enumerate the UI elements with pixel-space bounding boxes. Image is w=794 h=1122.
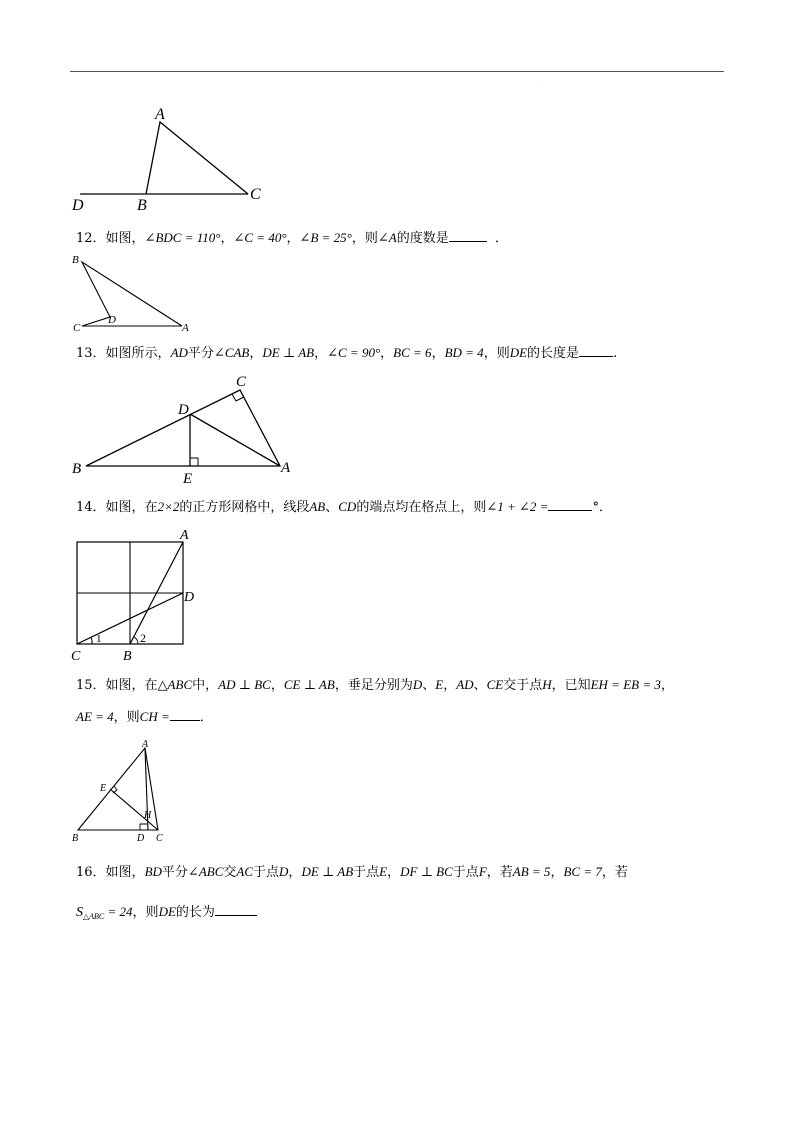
q16-math-2: ∠ABC — [187, 864, 224, 879]
q13-text-2: ，则 — [483, 346, 510, 361]
q16-math-5: DE ⊥ AB — [301, 864, 354, 879]
fig15-label-a: A — [142, 739, 149, 750]
fig13-label-c: C — [236, 374, 247, 390]
q16-math-3: AC — [236, 864, 254, 879]
q13-math-2: ∠CAB — [213, 345, 250, 360]
fig13-label-b: B — [72, 461, 82, 477]
q12-tail: ． — [495, 231, 509, 246]
q15-number: 15． — [76, 678, 106, 693]
fig11-label-a: A — [155, 106, 165, 123]
question-15 — [76, 676, 674, 695]
q14-tail: °． — [592, 500, 612, 515]
q12-text-3: 的度数是 — [396, 231, 449, 246]
q12-math-2: ∠C = 40° — [233, 230, 287, 245]
q16-math-10: BC = 7 — [563, 864, 602, 879]
q15-math-9: EH = EB = 3 — [590, 677, 661, 692]
q16-sep-1: ， — [288, 865, 302, 880]
q15-math-6: AD — [456, 677, 474, 692]
q12-prefix: 如图， — [105, 231, 145, 246]
q15-math-1: △ABC — [157, 677, 193, 692]
q15-math-4: D — [412, 677, 423, 692]
q12-answer-blank[interactable] — [449, 229, 487, 242]
fig15-label-c: C — [156, 833, 163, 844]
q16-prefix: 如图， — [105, 865, 145, 880]
fig13-label-d: D — [178, 402, 189, 418]
q15-math-7: CE — [486, 677, 504, 692]
q12-sep-1: ， — [220, 231, 234, 246]
q13-text-3: 的长度是 — [527, 346, 580, 361]
question-14 — [76, 498, 612, 517]
q16-line2-text-1: ，则 — [132, 905, 159, 920]
q12-math-1: ∠BDC = 110° — [144, 230, 221, 245]
q16-line2-math-2: = 24 — [104, 904, 133, 919]
q16-text-5: 于点 — [452, 865, 479, 880]
q16-math-6: E — [379, 864, 388, 879]
q14-prefix: 如图，在 — [105, 500, 158, 515]
q15-sep-1: ， — [270, 678, 284, 693]
fig15-label-h: H — [144, 810, 152, 821]
fig12-label-a: A — [182, 322, 189, 334]
q16-sep-2: ， — [387, 865, 401, 880]
q13-answer-blank[interactable] — [579, 344, 613, 357]
fig12-label-b: B — [72, 254, 79, 266]
fig15-label-e: E — [100, 783, 107, 794]
q16-line2-math-3: DE — [158, 904, 176, 919]
q15-text-6: 交于点 — [503, 678, 543, 693]
q16-sep-3: ， — [550, 865, 564, 880]
q13-sep-1: ， — [249, 346, 263, 361]
figure-q12 — [70, 252, 200, 332]
q15-line2-math-2: CH = — [139, 709, 170, 724]
fig11-label-c: C — [250, 186, 261, 203]
fig13-label-a: A — [281, 460, 291, 476]
q16-math-8: F — [478, 864, 487, 879]
q13-sep-3: ， — [380, 346, 394, 361]
q16-text-1: 平分 — [161, 865, 188, 880]
q13-number: 13． — [76, 346, 106, 361]
q15-text-5: 、 — [473, 678, 487, 693]
figure-q15 — [68, 738, 178, 848]
q15-text-4: ， — [443, 678, 457, 693]
q13-prefix: 如图所示， — [105, 346, 171, 361]
q16-line2-subscript: △ABC — [83, 912, 105, 921]
q16-text-2: 交 — [223, 865, 237, 880]
q13-math-6: BD = 4 — [444, 345, 484, 360]
q13-sep-4: ， — [431, 346, 445, 361]
q16-number: 16． — [76, 865, 106, 880]
q16-line2-text-2: 的长为 — [175, 905, 215, 920]
q13-tail: . — [613, 346, 618, 361]
q16-line2-math-s: S — [76, 905, 83, 920]
fig13-label-e: E — [183, 471, 193, 487]
q15-math-2: AD ⊥ BC — [218, 677, 271, 692]
q15-line2-text-1: ，则 — [113, 710, 140, 725]
q15-line2-math-1: AE = 4 — [76, 709, 114, 724]
fig14-label-d: D — [184, 590, 195, 605]
fig12-label-d: D — [108, 314, 116, 326]
q13-math-1: AD — [170, 345, 188, 360]
q16-text-7: ，若 — [601, 865, 628, 880]
q15-text-7: ，已知 — [551, 678, 591, 693]
question-15-line-2 — [76, 708, 213, 727]
q13-math-5: BC = 6 — [393, 345, 432, 360]
fig12-label-c: C — [73, 322, 81, 334]
fig14-label-a: A — [180, 528, 189, 543]
q14-text-3: 的端点均在格点上，则 — [356, 500, 487, 515]
q14-math-3: CD — [338, 499, 357, 514]
q14-math-2: AB — [309, 499, 326, 514]
q13-math-4: ∠C = 90° — [327, 345, 381, 360]
fig14-label-c: C — [71, 649, 81, 664]
q15-math-5: E — [435, 677, 444, 692]
scan-dot: · — [540, 84, 542, 91]
q16-text-4: 于点 — [353, 865, 380, 880]
fig14-angle-2: 2 — [140, 631, 146, 645]
fig15-label-b: B — [72, 833, 79, 844]
q14-math-1: 2×2 — [157, 499, 180, 514]
q12-text-2: ，则 — [351, 231, 378, 246]
q12-sep-2: ， — [286, 231, 300, 246]
q13-text-1: 平分 — [187, 346, 214, 361]
fig15-label-d: D — [137, 833, 145, 844]
q14-number: 14． — [76, 500, 106, 515]
question-16-line-2 — [76, 903, 257, 926]
q15-text-1: 中， — [192, 678, 219, 693]
figure-q11 — [60, 100, 280, 215]
fig14-label-b: B — [123, 649, 132, 664]
q16-text-6: ，若 — [486, 865, 513, 880]
q15-math-8: H — [542, 677, 552, 692]
q12-number: 12． — [76, 231, 106, 246]
question-13 — [76, 344, 617, 363]
fig11-label-b: B — [137, 197, 147, 214]
q16-math-9: AB = 5 — [512, 864, 551, 879]
q16-answer-blank[interactable] — [215, 903, 257, 916]
q15-text-3: 、 — [422, 678, 436, 693]
q14-answer-blank[interactable] — [548, 498, 592, 511]
q15-tail: ． — [199, 710, 213, 725]
q14-math-4: ∠1 + ∠2 = — [486, 499, 549, 514]
q16-text-3: 于点 — [253, 865, 280, 880]
q13-sep-2: ， — [314, 346, 328, 361]
q15-text-8: ， — [660, 678, 674, 693]
q12-math-3: ∠B = 25° — [299, 230, 352, 245]
question-12 — [76, 229, 508, 248]
q12-math-4: ∠A — [377, 230, 397, 245]
q14-text-1: 的正方形网格中，线段 — [179, 500, 310, 515]
q15-math-3: CE ⊥ AB — [283, 677, 335, 692]
q16-math-1: BD — [144, 864, 162, 879]
q15-prefix: 如图，在 — [105, 678, 158, 693]
q15-text-2: ，垂足分别为 — [334, 678, 413, 693]
header-rule — [70, 71, 724, 72]
fig11-label-d: D — [72, 197, 84, 214]
q16-math-4: D — [279, 864, 289, 879]
q16-math-7: DF ⊥ BC — [400, 864, 453, 879]
q14-text-2: 、 — [325, 500, 339, 515]
figure-q14 — [68, 525, 208, 665]
q13-math-3: DE ⊥ AB — [262, 345, 315, 360]
question-16 — [76, 863, 628, 882]
q15-answer-blank[interactable] — [170, 708, 200, 721]
q13-math-7: DE — [509, 345, 528, 360]
fig14-angle-1: 1 — [96, 633, 102, 645]
figure-q13 — [70, 372, 300, 487]
